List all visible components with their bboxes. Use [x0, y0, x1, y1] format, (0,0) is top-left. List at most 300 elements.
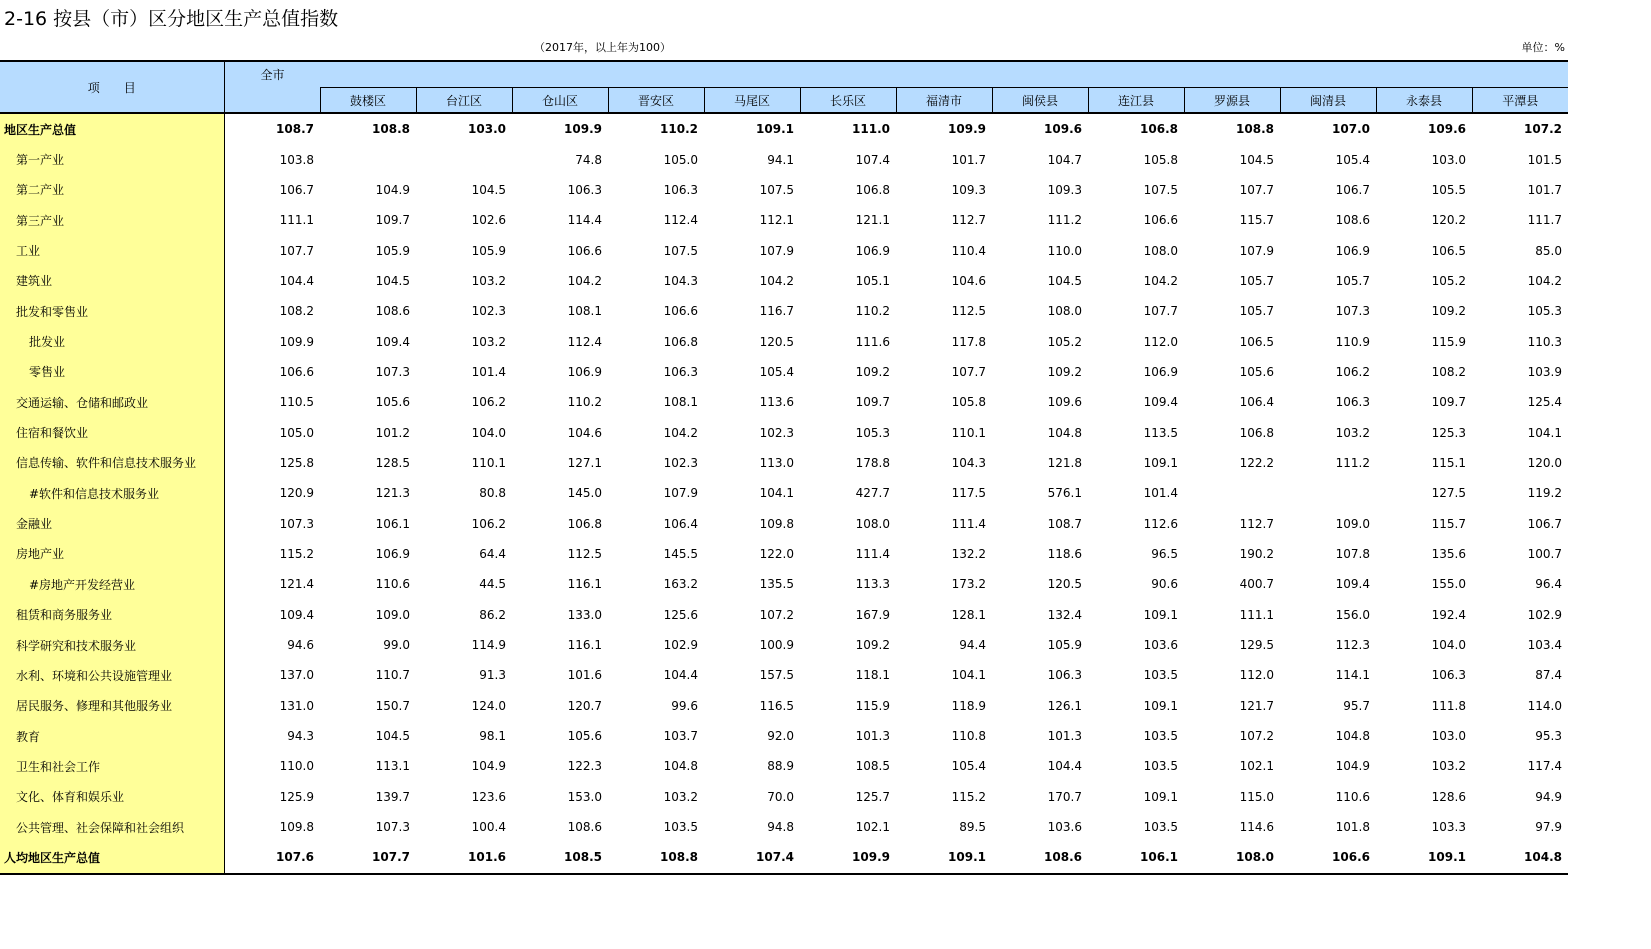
table-row — [0, 660, 1568, 690]
table-cell: 427.7 — [855, 486, 890, 501]
table-cell: 109.1 — [1143, 455, 1178, 470]
table-cell: 110.3 — [1527, 334, 1562, 349]
table-cell: 122.2 — [1239, 455, 1274, 470]
table-cell: 105.3 — [855, 425, 890, 440]
table-cell: 111.8 — [1431, 698, 1466, 713]
table-cell: 106.9 — [567, 364, 602, 379]
table-cell: 116.5 — [759, 698, 794, 713]
table-cell: 109.9 — [279, 334, 314, 349]
table-cell: 109.6 — [1428, 122, 1466, 137]
table-cell: 103.9 — [1527, 364, 1562, 379]
table-cell: 108.6 — [375, 304, 410, 319]
table-cell: 104.9 — [1335, 759, 1370, 774]
table-subtitle: （2017年，以上年为100） — [534, 41, 671, 54]
row-label: 第三产业 — [0, 205, 224, 235]
table-cell: 107.3 — [375, 364, 410, 379]
row-label: 第一产业 — [0, 144, 224, 174]
header-district: 永泰县 — [1376, 88, 1472, 114]
header-row-top — [0, 61, 1568, 88]
table-cell: 106.8 — [663, 334, 698, 349]
table-cell: 104.5 — [1239, 152, 1274, 167]
table-cell: 116.7 — [759, 304, 794, 319]
table-cell: 106.8 — [567, 516, 602, 531]
table-cell: 106.4 — [1239, 395, 1274, 410]
table-cell: 111.6 — [855, 334, 890, 349]
table-cell: 74.8 — [575, 152, 602, 167]
row-label: 建筑业 — [0, 266, 224, 296]
table-cell: 115.7 — [1431, 516, 1466, 531]
table-cell: 112.0 — [1239, 668, 1274, 683]
table-cell: 106.9 — [1143, 364, 1178, 379]
table-cell: 135.5 — [759, 577, 794, 592]
table-cell: 108.8 — [372, 122, 410, 137]
table-cell: 90.6 — [1151, 577, 1178, 592]
table-cell: 192.4 — [1431, 607, 1466, 622]
table-cell: 105.5 — [1431, 182, 1466, 197]
table-cell: 105.4 — [951, 759, 986, 774]
table-cell: 101.5 — [1527, 152, 1562, 167]
table-cell: 106.2 — [1335, 364, 1370, 379]
table-cell: 106.3 — [1047, 668, 1082, 683]
table-cell: 110.2 — [855, 304, 890, 319]
table-cell: 99.6 — [671, 698, 698, 713]
table-cell: 109.4 — [1143, 395, 1178, 410]
table-cell: 102.3 — [471, 304, 506, 319]
table-cell: 105.7 — [1335, 273, 1370, 288]
row-label: 教育 — [0, 721, 224, 751]
page-title: 2-16 按县（市）区分地区生产总值指数 — [4, 8, 339, 30]
table-cell: 108.6 — [567, 820, 602, 835]
row-label: 工业 — [0, 235, 224, 265]
table-cell: 106.8 — [1239, 425, 1274, 440]
table-cell: 104.2 — [567, 273, 602, 288]
table-cell: 88.9 — [767, 759, 794, 774]
table-cell: 64.4 — [479, 546, 506, 561]
table-cell: 103.0 — [1431, 729, 1466, 744]
table-cell: 150.7 — [375, 698, 410, 713]
table-cell — [1280, 478, 1376, 508]
table-cell: 103.5 — [1143, 668, 1178, 683]
table-row — [0, 357, 1568, 387]
row-label: 地区生产总值 — [0, 113, 224, 144]
table-cell: 115.2 — [951, 789, 986, 804]
table-cell: 105.3 — [1527, 304, 1562, 319]
table-cell: 116.1 — [567, 638, 602, 653]
table-cell: 108.8 — [1236, 122, 1274, 137]
table-cell: 108.0 — [855, 516, 890, 531]
table-cell: 107.9 — [1239, 243, 1274, 258]
table-cell: 100.9 — [759, 638, 794, 653]
header-district: 晋安区 — [608, 88, 704, 114]
table-cell — [416, 144, 512, 174]
table-cell: 110.1 — [951, 425, 986, 440]
table-body — [0, 113, 1568, 874]
table-cell: 107.2 — [1239, 729, 1274, 744]
table-cell: 80.8 — [479, 486, 506, 501]
table-cell: 108.5 — [512, 842, 608, 873]
table-cell: 121.4 — [279, 577, 314, 592]
table-cell: 110.4 — [951, 243, 986, 258]
table-cell: 106.8 — [855, 182, 890, 197]
header-district: 闽清县 — [1280, 88, 1376, 114]
table-row — [0, 630, 1568, 660]
table-cell: 109.3 — [1047, 182, 1082, 197]
table-cell: 153.0 — [567, 789, 602, 804]
table-cell: 106.3 — [1431, 668, 1466, 683]
table-cell: 105.8 — [1143, 152, 1178, 167]
table-cell: 104.6 — [567, 425, 602, 440]
table-cell: 101.8 — [1335, 820, 1370, 835]
table-cell: 111.1 — [279, 213, 314, 228]
table-cell: 104.3 — [663, 273, 698, 288]
table-cell: 108.6 — [1335, 213, 1370, 228]
table-cell: 106.1 — [375, 516, 410, 531]
table-cell: 115.0 — [1239, 789, 1274, 804]
table-cell: 105.2 — [1047, 334, 1082, 349]
row-label: 第二产业 — [0, 175, 224, 205]
table-cell: 132.4 — [1047, 607, 1082, 622]
table-cell: 132.2 — [951, 546, 986, 561]
table-row — [0, 205, 1568, 235]
table-cell: 106.8 — [1140, 122, 1178, 137]
table-cell: 113.5 — [1143, 425, 1178, 440]
table-cell: 103.2 — [1335, 425, 1370, 440]
table-cell: 108.5 — [855, 759, 890, 774]
table-cell: 109.2 — [855, 364, 890, 379]
table-row — [0, 144, 1568, 174]
table-cell: 109.6 — [1044, 122, 1082, 137]
header-row-districts — [0, 88, 1568, 114]
table-cell: 123.6 — [471, 789, 506, 804]
table-cell: 110.2 — [567, 395, 602, 410]
table-cell: 128.1 — [951, 607, 986, 622]
table-cell: 110.1 — [471, 455, 506, 470]
table-cell: 108.7 — [276, 122, 314, 137]
row-label: 住宿和餐饮业 — [0, 417, 224, 447]
table-cell: 112.4 — [663, 213, 698, 228]
table-cell: 106.2 — [471, 395, 506, 410]
row-label: 文化、体育和娱乐业 — [0, 782, 224, 812]
table-cell: 109.3 — [951, 182, 986, 197]
row-label: 信息传输、软件和信息技术服务业 — [0, 448, 224, 478]
table-cell: 104.2 — [1143, 273, 1178, 288]
table-cell: 110.0 — [279, 759, 314, 774]
table-cell: 106.3 — [567, 182, 602, 197]
table-cell: 106.5 — [1239, 334, 1274, 349]
row-label: 公共管理、社会保障和社会组织 — [0, 812, 224, 842]
table-cell: 117.8 — [951, 334, 986, 349]
table-cell: 105.0 — [663, 152, 698, 167]
table-cell: 157.5 — [759, 668, 794, 683]
table-cell: 103.6 — [1143, 638, 1178, 653]
table-cell: 109.7 — [855, 395, 890, 410]
table-cell: 119.2 — [1527, 486, 1562, 501]
table-cell: 86.2 — [479, 607, 506, 622]
table-cell: 107.3 — [375, 820, 410, 835]
table-cell: 103.2 — [471, 273, 506, 288]
table-cell: 101.3 — [855, 729, 890, 744]
table-cell: 125.4 — [1527, 395, 1562, 410]
table-cell: 106.3 — [1335, 395, 1370, 410]
row-label: 零售业 — [0, 357, 224, 387]
header-item: 项 目 — [0, 61, 224, 113]
table-row — [0, 508, 1568, 538]
table-cell: 104.2 — [759, 273, 794, 288]
table-cell: 103.0 — [1431, 152, 1466, 167]
table-cell: 104.4 — [1047, 759, 1082, 774]
table-cell: 111.2 — [1047, 213, 1082, 228]
table-row — [0, 266, 1568, 296]
table-cell: 107.0 — [1332, 122, 1370, 137]
header-district: 台江区 — [416, 88, 512, 114]
table-cell: 106.1 — [1088, 842, 1184, 873]
table-cell: 107.4 — [855, 152, 890, 167]
table-cell: 104.8 — [663, 759, 698, 774]
header-district: 福清市 — [896, 88, 992, 114]
header-spacer — [320, 61, 1568, 88]
table-cell: 108.6 — [992, 842, 1088, 873]
row-label: 租赁和商务服务业 — [0, 600, 224, 630]
table-row — [0, 478, 1568, 508]
table-cell: 96.5 — [1151, 546, 1178, 561]
table-cell: 107.7 — [320, 842, 416, 873]
row-label: 批发和零售业 — [0, 296, 224, 326]
table-cell: 107.7 — [1239, 182, 1274, 197]
table-cell: 105.7 — [1239, 304, 1274, 319]
table-cell: 111.4 — [855, 546, 890, 561]
table-cell: 131.0 — [279, 698, 314, 713]
row-label: 卫生和社会工作 — [0, 751, 224, 781]
table-cell: 105.9 — [471, 243, 506, 258]
table-row — [0, 782, 1568, 812]
table-cell: 110.0 — [1047, 243, 1082, 258]
table-cell: 108.2 — [279, 304, 314, 319]
table-cell: 108.7 — [1047, 516, 1082, 531]
table-cell: 167.9 — [855, 607, 890, 622]
table-cell: 97.9 — [1535, 820, 1562, 835]
table-cell: 101.4 — [1143, 486, 1178, 501]
table-cell: 576.1 — [1047, 486, 1082, 501]
table-cell: 104.1 — [1527, 425, 1562, 440]
table-cell: 105.4 — [759, 364, 794, 379]
table-cell: 104.5 — [471, 182, 506, 197]
table-cell: 113.0 — [759, 455, 794, 470]
table-cell: 107.9 — [759, 243, 794, 258]
table-cell: 107.2 — [1524, 122, 1562, 137]
table-cell: 103.6 — [1047, 820, 1082, 835]
table-row — [0, 569, 1568, 599]
table-cell: 178.8 — [855, 455, 890, 470]
table-cell: 113.1 — [375, 759, 410, 774]
table-row — [0, 751, 1568, 781]
table-cell: 106.9 — [855, 243, 890, 258]
table-cell: 104.5 — [375, 729, 410, 744]
table-cell: 109.7 — [1431, 395, 1466, 410]
header-district: 仓山区 — [512, 88, 608, 114]
table-cell: 103.2 — [471, 334, 506, 349]
table-cell: 170.7 — [1047, 789, 1082, 804]
table-cell: 100.4 — [471, 820, 506, 835]
table-cell: 109.6 — [1047, 395, 1082, 410]
table-cell: 94.3 — [287, 729, 314, 744]
table-cell: 100.7 — [1527, 546, 1562, 561]
table-cell: 109.7 — [375, 213, 410, 228]
table-cell: 125.3 — [1431, 425, 1466, 440]
table-cell: 95.3 — [1535, 729, 1562, 744]
table-cell: 95.7 — [1343, 698, 1370, 713]
table-row — [0, 539, 1568, 569]
table-cell: 102.1 — [855, 820, 890, 835]
table-cell: 105.2 — [1431, 273, 1466, 288]
table-cell: 104.4 — [279, 273, 314, 288]
table-cell: 94.1 — [767, 152, 794, 167]
table-cell: 122.3 — [567, 759, 602, 774]
table-cell: 104.8 — [1047, 425, 1082, 440]
table-cell: 107.6 — [224, 842, 320, 873]
table-cell: 114.4 — [567, 213, 602, 228]
table-cell: 133.0 — [567, 607, 602, 622]
table-cell: 107.2 — [759, 607, 794, 622]
header-city-blank — [224, 88, 320, 114]
table-cell: 109.2 — [1431, 304, 1466, 319]
table-cell: 104.7 — [1047, 152, 1082, 167]
table-cell: 104.2 — [663, 425, 698, 440]
table-cell: 129.5 — [1239, 638, 1274, 653]
table-cell: 107.7 — [1143, 304, 1178, 319]
table-cell: 103.2 — [1431, 759, 1466, 774]
table-cell: 109.8 — [279, 820, 314, 835]
table-cell: 127.5 — [1431, 486, 1466, 501]
table-cell: 103.5 — [663, 820, 698, 835]
table-cell: 190.2 — [1239, 546, 1274, 561]
table-cell: 105.4 — [1335, 152, 1370, 167]
table-cell: 103.5 — [1143, 820, 1178, 835]
table-cell: 106.6 — [663, 304, 698, 319]
table-cell: 44.5 — [479, 577, 506, 592]
table-cell: 122.0 — [759, 546, 794, 561]
table-cell — [1184, 478, 1280, 508]
table-cell: 109.1 — [1143, 607, 1178, 622]
table-cell: 112.5 — [951, 304, 986, 319]
table-cell: 85.0 — [1535, 243, 1562, 258]
table-cell: 103.5 — [1143, 729, 1178, 744]
table-cell: 125.6 — [663, 607, 698, 622]
table-cell: 103.0 — [468, 122, 506, 137]
table-cell: 101.7 — [951, 152, 986, 167]
table-cell: 112.4 — [567, 334, 602, 349]
header-district: 闽侯县 — [992, 88, 1088, 114]
table-cell: 89.5 — [959, 820, 986, 835]
table-cell: 102.6 — [471, 213, 506, 228]
table-cell: 105.6 — [375, 395, 410, 410]
table-cell: 103.3 — [1431, 820, 1466, 835]
table-cell: 70.0 — [767, 789, 794, 804]
table-cell: 92.0 — [767, 729, 794, 744]
table-row — [0, 600, 1568, 630]
table-cell: 135.6 — [1431, 546, 1466, 561]
row-label: 科学研究和技术服务业 — [0, 630, 224, 660]
table-cell: 106.3 — [663, 182, 698, 197]
table-cell: 112.6 — [1143, 516, 1178, 531]
table-cell: 104.8 — [1472, 842, 1568, 873]
table-cell: 121.7 — [1239, 698, 1274, 713]
table-cell: 121.8 — [1047, 455, 1082, 470]
table-cell: 113.3 — [855, 577, 890, 592]
table-cell: 102.3 — [759, 425, 794, 440]
table-cell: 103.7 — [663, 729, 698, 744]
row-label: 交通运输、仓储和邮政业 — [0, 387, 224, 417]
table-cell: 105.0 — [279, 425, 314, 440]
table-cell: 114.1 — [1335, 668, 1370, 683]
table-cell: 112.0 — [1143, 334, 1178, 349]
table-cell: 94.6 — [287, 638, 314, 653]
table-cell: 108.8 — [608, 842, 704, 873]
table-cell: 107.9 — [663, 486, 698, 501]
table-cell: 126.1 — [1047, 698, 1082, 713]
table-cell: 112.1 — [759, 213, 794, 228]
table-row — [0, 448, 1568, 478]
table-cell: 105.8 — [951, 395, 986, 410]
table-row — [0, 691, 1568, 721]
row-label: 房地产业 — [0, 539, 224, 569]
table-cell: 104.9 — [375, 182, 410, 197]
table-cell: 110.6 — [1335, 789, 1370, 804]
table-cell: 94.9 — [1535, 789, 1562, 804]
table-cell: 111.0 — [852, 122, 890, 137]
header-district: 马尾区 — [704, 88, 800, 114]
table-cell: 121.3 — [375, 486, 410, 501]
table-cell: 117.4 — [1527, 759, 1562, 774]
table-cell: 104.0 — [1431, 638, 1466, 653]
table-cell: 105.9 — [375, 243, 410, 258]
table-cell: 110.8 — [951, 729, 986, 744]
table-cell: 127.1 — [567, 455, 602, 470]
table-cell: 120.2 — [1431, 213, 1466, 228]
table-cell: 107.3 — [1335, 304, 1370, 319]
table-cell: 109.1 — [896, 842, 992, 873]
table-cell: 128.5 — [375, 455, 410, 470]
table-cell: 109.4 — [375, 334, 410, 349]
table-cell: 108.0 — [1184, 842, 1280, 873]
table-cell: 101.4 — [471, 364, 506, 379]
table-cell: 124.0 — [471, 698, 506, 713]
row-label: #房地产开发经营业 — [0, 569, 224, 599]
table-cell: 108.2 — [1431, 364, 1466, 379]
table-cell: 106.4 — [663, 516, 698, 531]
table-cell: 104.5 — [1047, 273, 1082, 288]
table-cell: 103.2 — [663, 789, 698, 804]
table-cell: 104.1 — [951, 668, 986, 683]
table-cell: 156.0 — [1335, 607, 1370, 622]
table-cell: 155.0 — [1431, 577, 1466, 592]
table-cell: 108.1 — [663, 395, 698, 410]
table-cell: 102.3 — [663, 455, 698, 470]
table-cell: 101.2 — [375, 425, 410, 440]
unit-label: 单位：% — [1521, 41, 1565, 54]
table-cell: 104.4 — [663, 668, 698, 683]
table-cell: 101.6 — [416, 842, 512, 873]
row-label: #软件和信息技术服务业 — [0, 478, 224, 508]
table-cell: 109.1 — [1143, 698, 1178, 713]
table-row — [0, 296, 1568, 326]
table-cell: 110.2 — [660, 122, 698, 137]
table-cell: 106.6 — [1143, 213, 1178, 228]
table-cell: 101.3 — [1047, 729, 1082, 744]
table-cell: 106.9 — [375, 546, 410, 561]
table-cell: 109.1 — [1143, 789, 1178, 804]
table-cell: 106.7 — [1527, 516, 1562, 531]
table-cell: 115.1 — [1431, 455, 1466, 470]
